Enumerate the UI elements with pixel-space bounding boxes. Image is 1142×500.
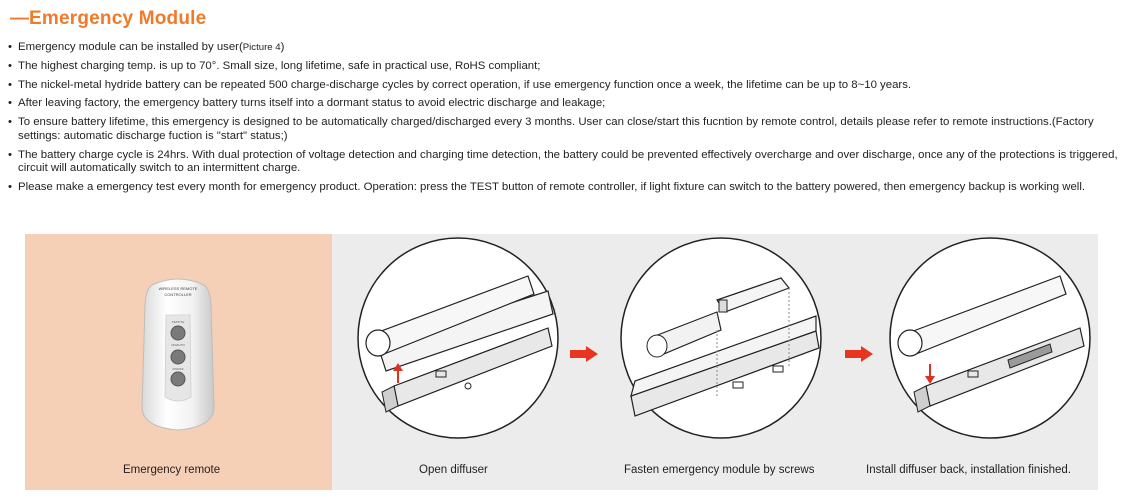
- bullet-tail: ): [280, 41, 285, 53]
- remote-illustration: [138, 275, 218, 435]
- bullet-text: The highest charging temp. is up to 70°. Small size, long lifetime, safe in practical use, RoHS compliant;: [18, 59, 541, 72]
- bullet-text: The battery charge cycle is 24hrs. With dual protection of voltage detection and charging time detection, the battery could be prevented effectively overcharge and over discharge, once any of the protections is triggered, circuit will automatically switch to an intermittent charge.: [18, 148, 1118, 175]
- bullet-text: Emergency module can be installed by user(: [18, 41, 243, 53]
- bullet-text: Please make a emergency test every month for emergency product. Operation: press the TEST button of remote controller, if light fixture can switch to the battery powered, then emergency backup is working well.: [18, 180, 1086, 193]
- bullet-text: After leaving factory, the emergency battery turns itself into a dormant status to avoid electric discharge and leakage;: [18, 97, 606, 110]
- caption-step3: Install diffuser back, installation finished.: [866, 464, 1071, 476]
- step1-illustration: [358, 236, 558, 446]
- step-arrow-1: [570, 346, 600, 362]
- bullet-dot: •: [8, 41, 12, 53]
- remote-auto-button: [171, 350, 185, 364]
- title-dash: —: [10, 8, 27, 29]
- remote-label-1: WIRELESS REMOTE: [158, 286, 198, 291]
- bullet-dot: •: [8, 116, 12, 129]
- bullet-item: [8, 79, 1138, 93]
- title-text: Emergency Module: [29, 8, 207, 29]
- bullet-list: [8, 41, 1138, 200]
- bullet-text: The nickel-metal hydride battery can be repeated 500 charge-discharge cycles by correct operation, if use emergency function once a week, the lifetime can be up to 8~10 years.: [18, 78, 912, 91]
- remote-onoff-button: [171, 372, 185, 386]
- step2-illustration: [621, 236, 821, 446]
- bullet-dot: •: [8, 148, 12, 161]
- remote-button-label-test: TEST/TH: [171, 320, 185, 324]
- bullet-dot: •: [8, 59, 12, 72]
- section-title: [10, 8, 206, 30]
- bullet-item: [8, 181, 1138, 195]
- step3-illustration: [890, 236, 1090, 446]
- step-arrow-2: [845, 346, 875, 362]
- bullet-item: [8, 149, 1138, 176]
- bullet-item: [8, 116, 1138, 143]
- remote-button-label-onoff: ON/OFF: [172, 367, 184, 371]
- caption-step2: Fasten emergency module by screws: [624, 464, 815, 476]
- bullet-dot: •: [8, 78, 12, 91]
- caption-remote: Emergency remote: [123, 464, 221, 476]
- remote-button-label-auto: ON/AUTO: [171, 343, 185, 347]
- bullet-dot: •: [8, 97, 12, 110]
- remote-test-button: [171, 326, 185, 340]
- picture-ref: Picture 4: [242, 42, 281, 53]
- caption-step1: Open diffuser: [419, 464, 488, 476]
- bullet-item: [8, 97, 1138, 111]
- bullet-item: [8, 41, 1138, 55]
- bullet-item: [8, 60, 1138, 74]
- bullet-dot: •: [8, 180, 12, 193]
- remote-label-2: CONTROLLER: [164, 292, 192, 297]
- bullet-text: To ensure battery lifetime, this emergency is designed to be automatically charged/discharged every 3 months. User can close/start this fucntion by remote control, details please refer to remote instructions.(Factory settings: automatic discharge fuction is "start" status;): [18, 116, 1094, 142]
